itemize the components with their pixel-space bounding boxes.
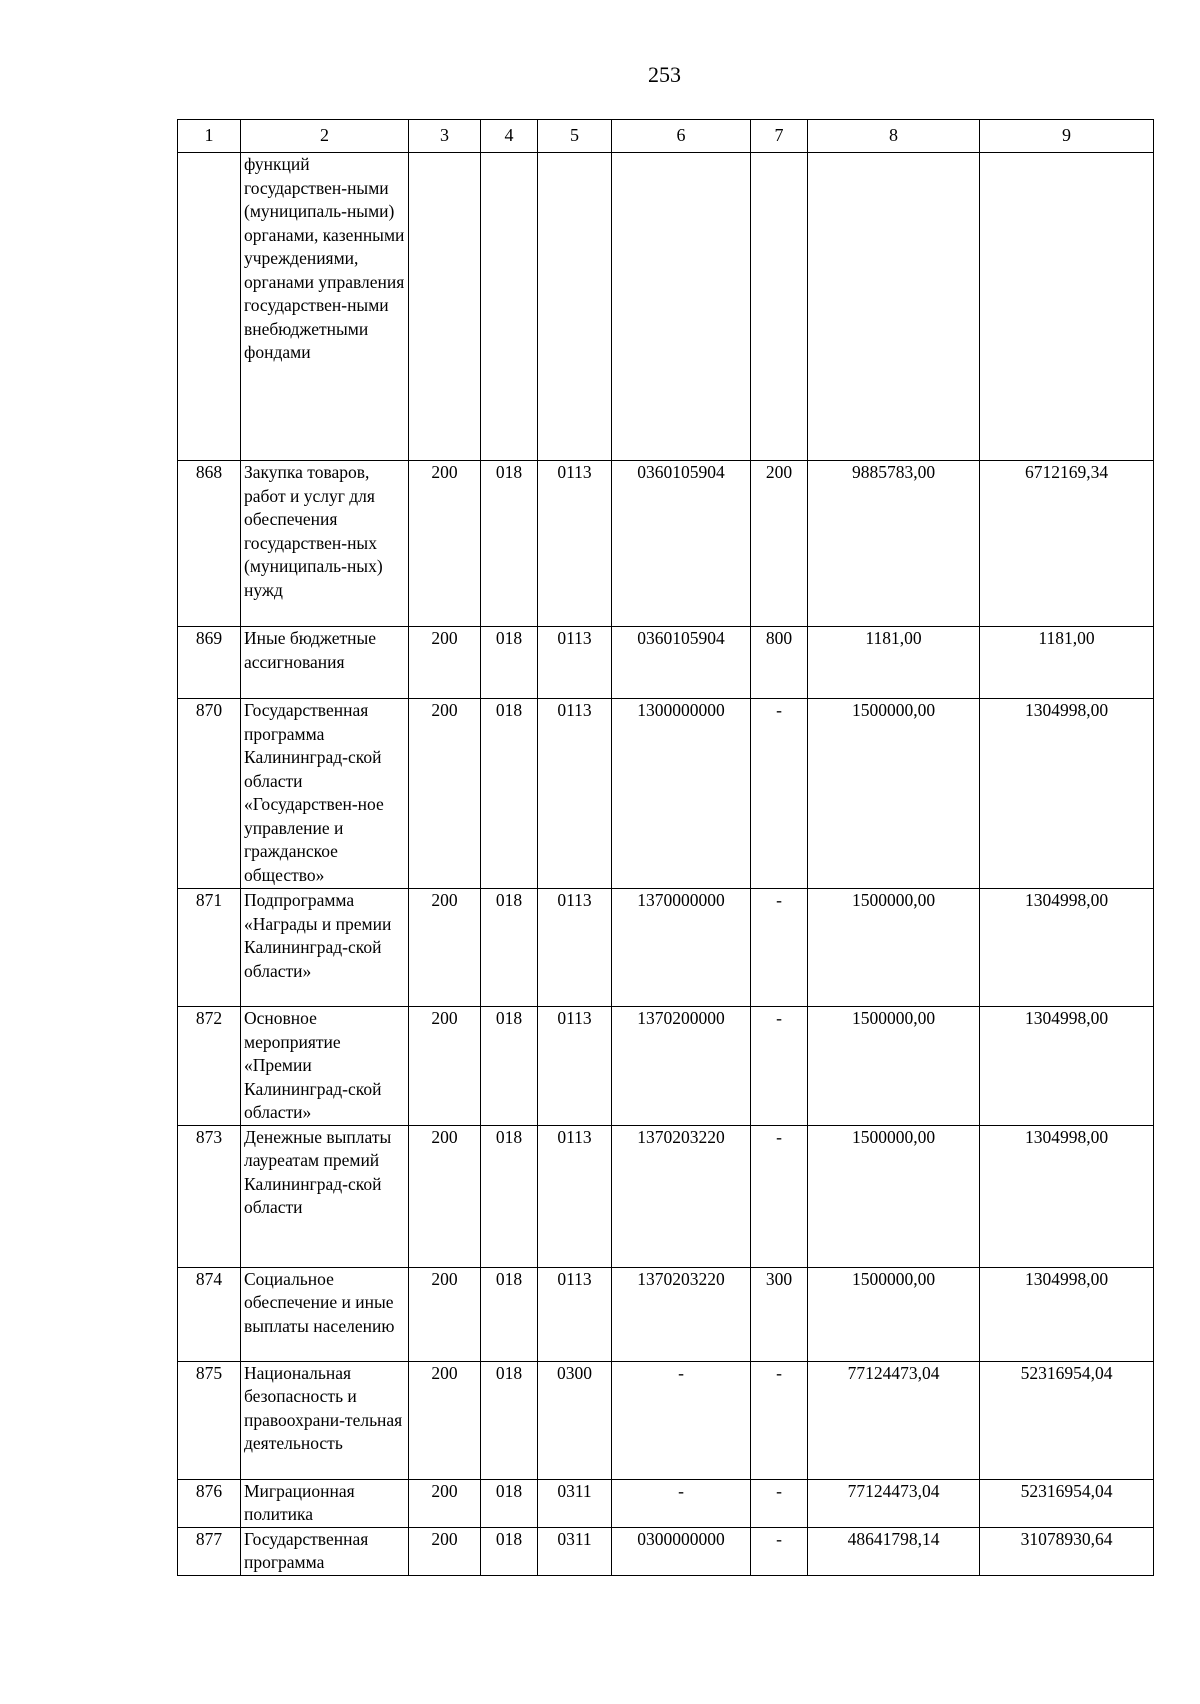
- cell-col7: -: [751, 1479, 808, 1527]
- table-row: [178, 1007, 1154, 1126]
- cell-col7: -: [751, 1527, 808, 1575]
- cell-col8: 48641798,14: [808, 1527, 980, 1575]
- row-number: 874: [178, 1267, 241, 1361]
- column-header: 4: [481, 120, 538, 153]
- table-row: [178, 1267, 1154, 1361]
- column-header: 2: [241, 120, 409, 153]
- column-header: 9: [980, 120, 1154, 153]
- cell-col6: 0300000000: [612, 1527, 751, 1575]
- row-name: Государственная программа Калининград-ской области «Государствен-ное управление и гражданское общество»: [241, 699, 409, 889]
- cell-col8: 1500000,00: [808, 699, 980, 889]
- cell-col7: -: [751, 1125, 808, 1267]
- table-row: [178, 699, 1154, 889]
- cell-col4: 018: [481, 461, 538, 627]
- column-header: 6: [612, 120, 751, 153]
- cell-col4: 018: [481, 1527, 538, 1575]
- row-number: 875: [178, 1361, 241, 1479]
- cell-col4: 018: [481, 1007, 538, 1126]
- table-row: [178, 153, 1154, 461]
- cell-col7: 300: [751, 1267, 808, 1361]
- cell-col6: -: [612, 1479, 751, 1527]
- cell-col6: 1370000000: [612, 889, 751, 1007]
- cell-col6: [612, 153, 751, 461]
- cell-col6: 0360105904: [612, 461, 751, 627]
- cell-col4: 018: [481, 1479, 538, 1527]
- cell-col6: 1370203220: [612, 1125, 751, 1267]
- cell-col7: 200: [751, 461, 808, 627]
- cell-col9: 1304998,00: [980, 699, 1154, 889]
- cell-col7: -: [751, 699, 808, 889]
- cell-col4: [481, 153, 538, 461]
- cell-col8: 77124473,04: [808, 1479, 980, 1527]
- table-row: [178, 1479, 1154, 1527]
- cell-col7: -: [751, 1007, 808, 1126]
- table-header: [178, 120, 1154, 153]
- cell-col6: 0360105904: [612, 627, 751, 699]
- row-name: Государственная программа: [241, 1527, 409, 1575]
- cell-col5: 0113: [538, 1267, 612, 1361]
- row-name: Социальное обеспечение и иные выплаты населению: [241, 1267, 409, 1361]
- row-name: Подпрограмма «Награды и премии Калининград-ской области»: [241, 889, 409, 1007]
- cell-col5: 0113: [538, 699, 612, 889]
- cell-col8: 9885783,00: [808, 461, 980, 627]
- column-header: 5: [538, 120, 612, 153]
- row-number: 869: [178, 627, 241, 699]
- row-number: 877: [178, 1527, 241, 1575]
- row-name: Основное мероприятие «Премии Калининград-ской области»: [241, 1007, 409, 1126]
- cell-col3: 200: [409, 1007, 481, 1126]
- cell-col6: 1370200000: [612, 1007, 751, 1126]
- cell-col6: 1370203220: [612, 1267, 751, 1361]
- cell-col5: 0113: [538, 461, 612, 627]
- cell-col5: 0113: [538, 889, 612, 1007]
- cell-col9: 1181,00: [980, 627, 1154, 699]
- column-header: 7: [751, 120, 808, 153]
- row-name: Иные бюджетные ассигнования: [241, 627, 409, 699]
- row-number: 873: [178, 1125, 241, 1267]
- table-row: [178, 889, 1154, 1007]
- cell-col5: 0113: [538, 1007, 612, 1126]
- cell-col9: 52316954,04: [980, 1361, 1154, 1479]
- cell-col4: 018: [481, 1267, 538, 1361]
- cell-col4: 018: [481, 699, 538, 889]
- cell-col3: 200: [409, 627, 481, 699]
- cell-col8: 1500000,00: [808, 1007, 980, 1126]
- table-row: [178, 1527, 1154, 1575]
- cell-col5: 0311: [538, 1527, 612, 1575]
- cell-col9: 52316954,04: [980, 1479, 1154, 1527]
- cell-col6: -: [612, 1361, 751, 1479]
- cell-col5: 0300: [538, 1361, 612, 1479]
- row-name: Закупка товаров, работ и услуг для обеспечения государствен-ных (муниципаль-ных) нужд: [241, 461, 409, 627]
- cell-col9: 6712169,34: [980, 461, 1154, 627]
- row-number: 870: [178, 699, 241, 889]
- cell-col7: -: [751, 889, 808, 1007]
- cell-col9: 1304998,00: [980, 1007, 1154, 1126]
- cell-col3: 200: [409, 1125, 481, 1267]
- cell-col5: 0113: [538, 1125, 612, 1267]
- cell-col5: 0113: [538, 627, 612, 699]
- cell-col9: 1304998,00: [980, 1267, 1154, 1361]
- cell-col5: [538, 153, 612, 461]
- cell-col4: 018: [481, 1361, 538, 1479]
- cell-col4: 018: [481, 889, 538, 1007]
- cell-col3: 200: [409, 1479, 481, 1527]
- cell-col8: 1181,00: [808, 627, 980, 699]
- row-name: функций государствен-ными (муниципаль-ными) органами, казенными учреждениями, органами управления государствен-ными внебюджетными фондами: [241, 153, 409, 461]
- column-header: 8: [808, 120, 980, 153]
- row-number: 871: [178, 889, 241, 1007]
- cell-col3: 200: [409, 1267, 481, 1361]
- budget-table: [177, 119, 1154, 1576]
- table-row: [178, 461, 1154, 627]
- row-name: Миграционная политика: [241, 1479, 409, 1527]
- cell-col3: [409, 153, 481, 461]
- cell-col5: 0311: [538, 1479, 612, 1527]
- cell-col9: [980, 153, 1154, 461]
- table-body: [178, 153, 1154, 1576]
- cell-col8: 1500000,00: [808, 1267, 980, 1361]
- cell-col3: 200: [409, 699, 481, 889]
- row-number: [178, 153, 241, 461]
- cell-col7: [751, 153, 808, 461]
- cell-col4: 018: [481, 627, 538, 699]
- cell-col3: 200: [409, 461, 481, 627]
- cell-col8: 1500000,00: [808, 1125, 980, 1267]
- page-number: 253: [648, 62, 681, 87]
- cell-col9: 1304998,00: [980, 889, 1154, 1007]
- header-row: [178, 120, 1154, 153]
- cell-col6: 1300000000: [612, 699, 751, 889]
- cell-col3: 200: [409, 1527, 481, 1575]
- table-row: [178, 1125, 1154, 1267]
- cell-col8: 77124473,04: [808, 1361, 980, 1479]
- cell-col7: 800: [751, 627, 808, 699]
- row-number: 872: [178, 1007, 241, 1126]
- cell-col3: 200: [409, 889, 481, 1007]
- column-header: 1: [178, 120, 241, 153]
- cell-col9: 1304998,00: [980, 1125, 1154, 1267]
- row-number: 876: [178, 1479, 241, 1527]
- table-row: [178, 627, 1154, 699]
- cell-col3: 200: [409, 1361, 481, 1479]
- row-name: Денежные выплаты лауреатам премий Калининград-ской области: [241, 1125, 409, 1267]
- row-name: Национальная безопасность и правоохрани-тельная деятельность: [241, 1361, 409, 1479]
- cell-col9: 31078930,64: [980, 1527, 1154, 1575]
- table-row: [178, 1361, 1154, 1479]
- cell-col8: 1500000,00: [808, 889, 980, 1007]
- cell-col8: [808, 153, 980, 461]
- cell-col7: -: [751, 1361, 808, 1479]
- cell-col4: 018: [481, 1125, 538, 1267]
- row-number: 868: [178, 461, 241, 627]
- column-header: 3: [409, 120, 481, 153]
